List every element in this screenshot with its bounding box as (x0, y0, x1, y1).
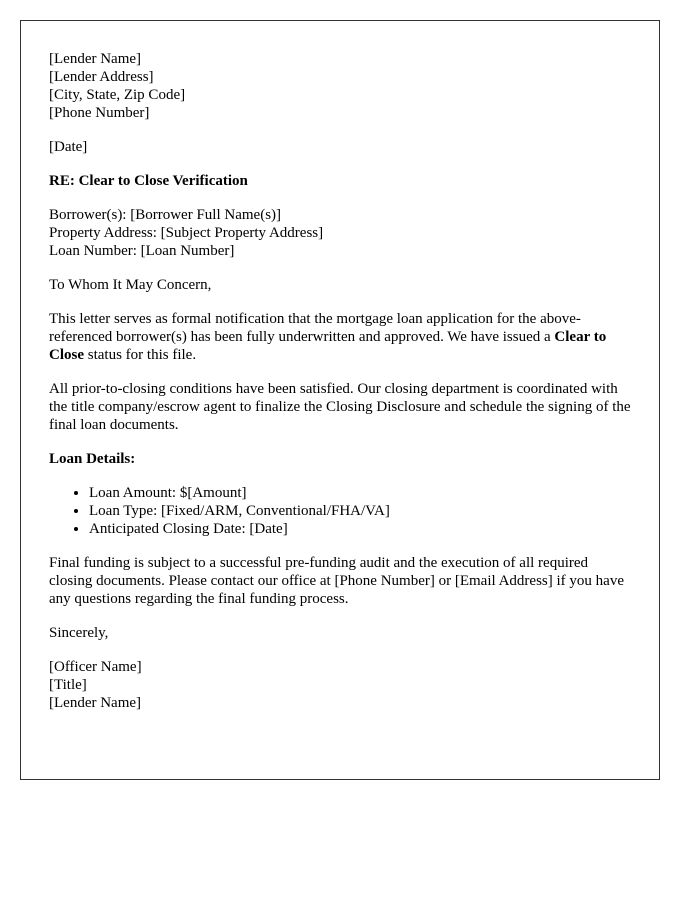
officer-title: [Title] (49, 677, 87, 693)
clear-to-close-emphasis: Clear to Close (49, 329, 607, 363)
property-address-line: Property Address: [Subject Property Address] (49, 225, 324, 241)
body-paragraph-funding: Final funding is subject to a successful pre-funding audit and the execution of all required closing documents. Please contact our office at [Phone Number] or [Email Address] if you have any questions regarding the final funding process. (49, 555, 624, 607)
lender-phone: [Phone Number] (49, 105, 150, 121)
lender-address-block (49, 50, 631, 122)
approval-text-end: status for this file. (84, 347, 197, 363)
loan-details-heading: Loan Details: (49, 451, 136, 467)
list-item: • Loan Amount: $[Amount] (89, 484, 631, 502)
officer-name: [Officer Name] (49, 659, 142, 675)
borrowers-line: Borrower(s): [Borrower Full Name(s)] (49, 207, 282, 223)
lender-name: [Lender Name] (49, 51, 142, 67)
letter-page (20, 20, 660, 780)
lender-city-state-zip: [City, State, Zip Code] (49, 87, 186, 103)
list-item: • Loan Type: [Fixed/ARM, Conventional/FHA/VA] (89, 502, 631, 520)
signature-lender-name: [Lender Name] (49, 695, 142, 711)
body-paragraph-approval (49, 310, 631, 364)
loan-details-list (49, 484, 631, 538)
loan-number-line: Loan Number: [Loan Number] (49, 243, 235, 259)
salutation: To Whom It May Concern, (49, 277, 212, 293)
lender-address: [Lender Address] (49, 69, 154, 85)
list-item: • Anticipated Closing Date: [Date] (89, 520, 631, 538)
closing-phrase: Sincerely, (49, 625, 109, 641)
body-paragraph-conditions: All prior-to-closing conditions have been satisfied. Our closing department is coordinated with the title company/escrow agent to finalize the Closing Disclosure and schedule the signing of the final loan documents. (49, 381, 631, 433)
signature-block (49, 658, 631, 712)
letter-date: [Date] (49, 139, 88, 155)
subject-line: RE: Clear to Close Verification (49, 173, 248, 189)
reference-block (49, 206, 631, 260)
approval-text-start: This letter serves as formal notification that the mortgage loan application for the above-referenced borrower(s) has been fully underwritten and approved. We have issued a (49, 311, 581, 345)
